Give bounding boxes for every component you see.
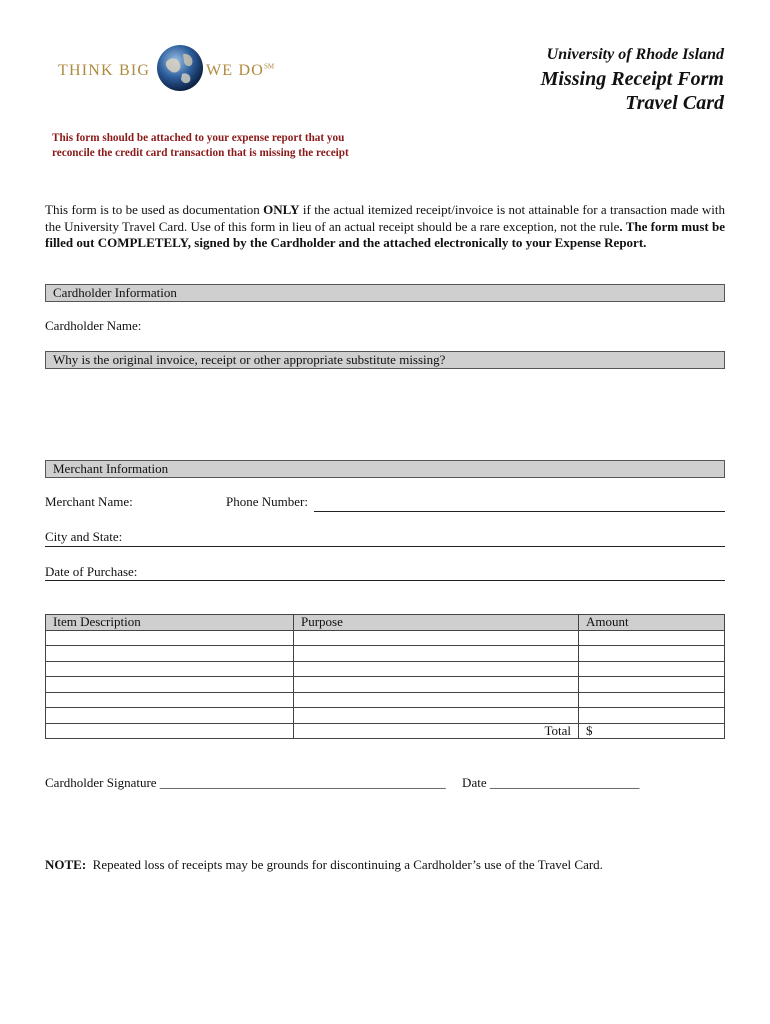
cardholder-name-label: Cardholder Name: bbox=[45, 318, 142, 333]
logo-text-right: WE DO℠ bbox=[206, 62, 275, 79]
note-text: Repeated loss of receipts may be grounds for discontinuing a Cardholder’s use of the Travel Card. bbox=[86, 857, 603, 872]
phone-number-label: Phone Number: bbox=[226, 494, 308, 509]
city-state-label: City and State: bbox=[45, 529, 123, 544]
section-merchant-information: Merchant Information bbox=[45, 460, 725, 478]
city-state-line bbox=[45, 546, 725, 547]
university-name: University of Rhode Island bbox=[546, 46, 724, 63]
table-row bbox=[46, 708, 725, 724]
intro-paragraph: This form is to be used as documentation ONLY if the actual itemized receipt/invoice is not attainable for a transaction made with the University Travel Card. Use of this form in lieu of an actual receipt should be a rare exception, not the rule. The form must be filled out COMPLETELY, signed by the Cardholder and the attached electronically to your Expense Report. bbox=[45, 202, 726, 250]
form-title: Missing Receipt Form bbox=[540, 68, 724, 90]
table-row bbox=[46, 646, 725, 662]
date-of-purchase-label: Date of Purchase: bbox=[45, 564, 138, 579]
logo bbox=[58, 44, 288, 96]
footer-note bbox=[45, 857, 603, 873]
date-of-purchase-line bbox=[45, 580, 725, 581]
total-label: Total bbox=[294, 723, 579, 739]
section-cardholder-information: Cardholder Information bbox=[45, 284, 725, 302]
items-table bbox=[45, 614, 725, 739]
attach-note: This form should be attached to your expense report that you reconcile the credit card transaction that is missing the receipt bbox=[52, 132, 349, 159]
logo-text-left: THINK BIG bbox=[58, 62, 151, 79]
table-total-row bbox=[46, 723, 725, 739]
globe-icon bbox=[156, 44, 204, 92]
merchant-name-label: Merchant Name: bbox=[45, 494, 133, 509]
header-purpose: Purpose bbox=[294, 615, 579, 631]
table-header-row bbox=[46, 615, 725, 631]
table-row bbox=[46, 692, 725, 708]
total-currency: $ bbox=[579, 723, 725, 739]
table-row bbox=[46, 677, 725, 693]
form-subtitle: Travel Card bbox=[625, 92, 724, 114]
phone-number-line bbox=[314, 511, 725, 512]
table-row bbox=[46, 661, 725, 677]
section-why-missing: Why is the original invoice, receipt or other appropriate substitute missing? bbox=[45, 351, 725, 369]
signature-date-line: Cardholder Signature ____________________________________________ Date _______________________ bbox=[45, 775, 640, 790]
table-row bbox=[46, 630, 725, 646]
note-label: NOTE: bbox=[45, 857, 87, 872]
header-item-description: Item Description bbox=[46, 615, 294, 631]
header-amount: Amount bbox=[579, 615, 725, 631]
